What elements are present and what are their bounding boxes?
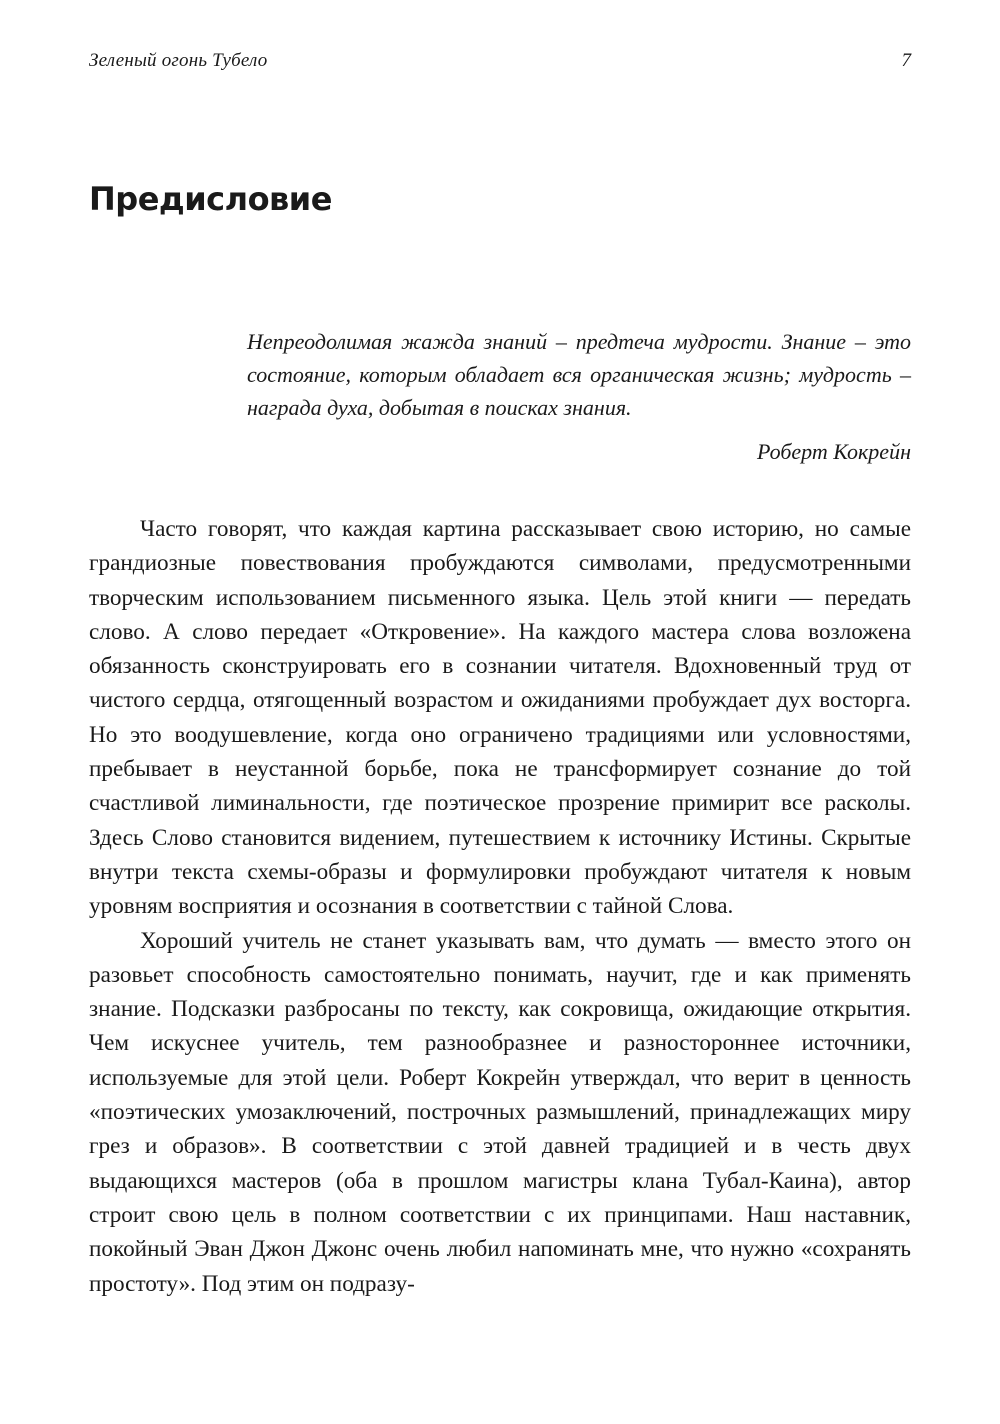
body-paragraph: Часто говорят, что каждая картина рассказывает свою историю, но самые грандиозные повествования пробуждаются символами, предусмотренными творческим использованием письменного языка. Цель этой книги — передать слово. А слово передает «Откровение». На каждого мастера слова возложена обязанность сконструировать его в сознании читателя. Вдохновенный труд от чистого сердца, отягощенный возрастом и ожиданиями пробуждает дух восторга. Но это воодушевление, когда оно ограничено традициями или условностями, пребывает в неустанной борьбе, пока не трансформирует сознание до той счастливой лиминальности, где поэтическое прозрение примирит все расколы. Здесь Слово становится видением, путешествием к источнику Истины. Скрытые внутри текста схемы-образы и формулировки пробуждают читателя к новым уровням восприятия и осознания в соответствии с тайной Слова. (89, 516, 911, 920)
chapter-title: Предисловие (89, 180, 332, 218)
page-number: 7 (901, 50, 911, 71)
body-paragraph: Хороший учитель не станет указывать вам, что думать — вместо этого он разовьет способность самостоятельно понимать, научит, где и как применять знание. Подсказки разбросаны по тексту, как сокровища, ожидающие открытия. Чем искуснее учитель, тем разнообразнее и разностороннее источники, используемые для этой цели. Роберт Кокрейн утверждал, что верит в ценность «поэтических умозаключений, построчных размышлений, принадлежащих миру грез и образов». В соответствии с этой давней традицией и в честь двух выдающихся мастеров (оба в прошлом магистры клана Тубал-Каина), автор строит свою цель в полном соответствии с их принципами. Наш наставник, покойный Эван Джон Джонс очень любил напоминать мне, что нужно «сохранять простоту». Под этим он подразу- (89, 927, 911, 1297)
body-text (89, 512, 911, 1301)
epigraph-quote: Непреодолимая жажда знаний – предтеча мудрости. Знание – это состояние, которым обладает вся органическая жизнь; мудрость – награда духа, добытая в поисках знания. (247, 329, 911, 420)
epigraph-author: Роберт Кокрейн (756, 439, 911, 464)
epigraph (247, 325, 911, 468)
running-head-title: Зеленый огонь Тубело (89, 50, 268, 71)
